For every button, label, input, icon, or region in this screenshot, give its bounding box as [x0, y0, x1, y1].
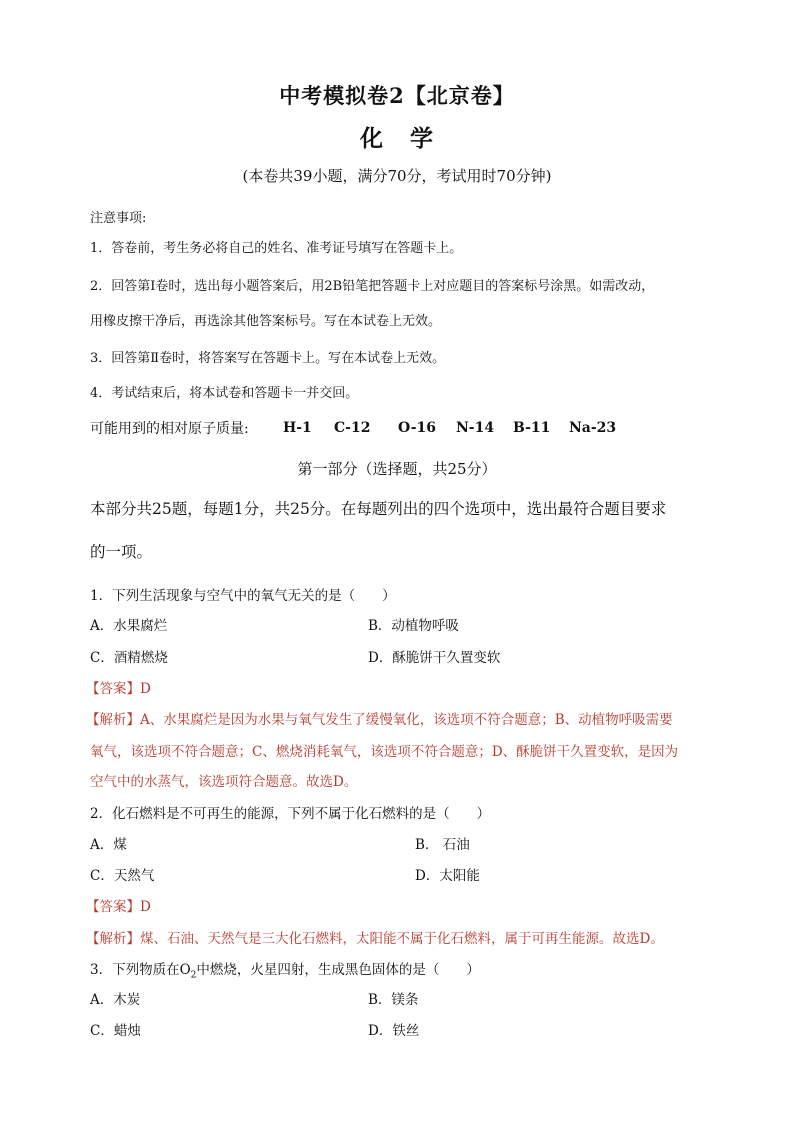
question-3-option-a: A．木炭 — [90, 992, 141, 1008]
question-1-analysis-line-3: 空气中的水蒸气，该选项符合题意。故选D。 — [90, 774, 358, 790]
note-item-1: 1．答卷前，考生务必将自己的姓名、准考证号填写在答题卡上。 — [90, 241, 463, 256]
question-1-option-c: C．酒精燃烧 — [90, 650, 168, 666]
analysis-text: 煤、石油、天然气是三大化石燃料，太阳能不属于化石燃料，属于可再生能源。故选D。 — [140, 931, 664, 947]
note-item-2a: 2．回答第Ⅰ卷时，选出每小题答案后，用2B铅笔把答题卡上对应题目的答案标号涂黑。如需改动， — [90, 279, 655, 294]
note-item-4: 4．考试结束后，将本试卷和答题卡一并交回。 — [90, 386, 359, 401]
question-2-analysis-line-1 — [86, 927, 664, 947]
answer-tag: 【答案】 — [86, 899, 140, 915]
subject-char-2: 学 — [410, 125, 434, 152]
answer-value: D — [140, 899, 151, 915]
exam-info: (本卷共39小题，满分70分，考试用时70分钟) — [242, 167, 552, 185]
question-3-stem — [90, 958, 480, 981]
question-2-answer — [86, 895, 151, 915]
section-desc-line-1: 本部分共25题，每题1分，共25分。在每题列出的四个选项中，选出最符合题目要求 — [90, 500, 667, 518]
atomic-mass-label: 可能用到的相对原子质量: — [90, 421, 249, 437]
subject-title — [0, 120, 794, 153]
analysis-tag: 【解析】 — [86, 712, 140, 728]
answer-value: D — [140, 681, 151, 697]
question-2-option-d: D．太阳能 — [415, 868, 480, 884]
question-1-option-d: D．酥脆饼干久置变软 — [368, 650, 501, 666]
atomic-mass-item: N-14 — [456, 420, 495, 436]
atomic-mass-item: Na-23 — [569, 420, 617, 436]
notes-heading: 注意事项: — [90, 211, 147, 226]
question-3-stem-post: 中燃烧，火星四射，生成黑色固体的是（ ） — [196, 962, 480, 978]
section-desc-line-2: 的一项。 — [90, 543, 153, 561]
note-item-3: 3．回答第Ⅱ卷时，将答案写在答题卡上。写在本试卷上无效。 — [90, 351, 446, 366]
subject-char-1: 化 — [360, 125, 384, 152]
subscript-2: 2 — [190, 970, 197, 981]
question-1-option-b: B．动植物呼吸 — [368, 618, 459, 634]
atomic-mass-item: C-12 — [334, 420, 371, 436]
question-1-stem: 1．下列生活现象与空气中的氧气无关的是（ ） — [90, 588, 396, 604]
question-1-analysis-line-2: 氧气，该选项不符合题意；C、燃烧消耗氧气，该选项不符合题意；D、酥脆饼干久置变软，是因为 — [90, 744, 679, 760]
question-2-stem: 2．化石燃料是不可再生的能源，下列不属于化石燃料的是（ ） — [90, 806, 491, 822]
analysis-text: A、水果腐烂是因为水果与氧气发生了缓慢氧化，该选项不符合题意；B、动植物呼吸需要 — [140, 712, 673, 728]
question-3-option-b: B．镁条 — [368, 992, 419, 1008]
question-2-option-c: C．天然气 — [90, 868, 155, 884]
question-3-option-d: D．铁丝 — [368, 1023, 420, 1039]
question-3-option-c: C．蜡烛 — [90, 1023, 141, 1039]
exam-title: 中考模拟卷2【北京卷】 — [279, 83, 515, 108]
question-1-option-a: A．水果腐烂 — [90, 618, 168, 634]
question-3-stem-pre: 3．下列物质在O — [90, 962, 191, 978]
answer-tag: 【答案】 — [86, 681, 140, 697]
analysis-tag: 【解析】 — [86, 931, 140, 947]
atomic-mass-item: H-1 — [283, 420, 312, 436]
question-2-option-a: A．煤 — [90, 837, 127, 853]
note-item-2b: 用橡皮擦干净后，再选涂其他答案标号。写在本试卷上无效。 — [90, 314, 442, 329]
question-1-answer — [86, 677, 151, 697]
question-1-analysis-line-1 — [86, 708, 673, 728]
atomic-mass-item: O-16 — [398, 420, 437, 436]
question-2-option-b: B． 石油 — [415, 837, 470, 853]
section-title: 第一部分（选择题，共25分） — [297, 460, 497, 478]
atomic-mass-item: B-11 — [513, 420, 551, 436]
